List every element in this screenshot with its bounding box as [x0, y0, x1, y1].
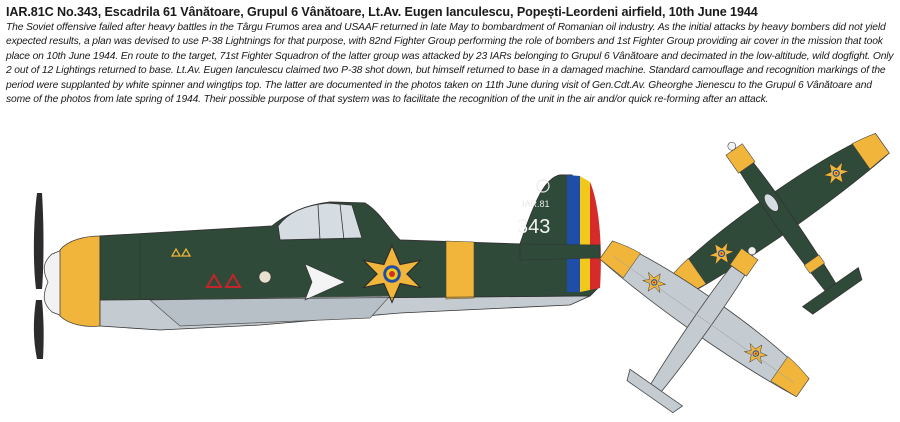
recognition-band	[446, 241, 474, 299]
top-tailplane	[803, 268, 866, 317]
tail-code: IAR.81	[522, 199, 550, 209]
side-profile-view	[34, 175, 601, 359]
spinner	[44, 250, 62, 316]
history-description: The Soviet offensive failed after heavy battles in the Târgu Frumos area and USAAF returned in late May to bombardment of Romanian oil industry. As the initial attacks by heavy bombers did not yield expected results, a plan was devised to use P-38 Lightnings for that purpose, with 82nd Fighter Group performing the role of bombers and 1st Fighter Group providing air cover in the mission that took place on 10th June 1944. En route to the target, 71st Fighter Squadron of the latter group was attacked by 23 IARs belonging to Grupul 6 Vânătoare and decimated in the low-altitude, wild dogfight. Only 2 out of 12 Lightings returned to base. Lt.Av. Eugen Ianculescu claimed two P-38 shot down, but himself returned to base in a damaged machine. Standard camouflage and recognition markings of the period were supplanted by white spinner and wingtips top. The latter are documented in the photos taken on 11th June during visit of Gen.Cdt.Av. Gheorghe Jienescu to the Grupul 6 Vânătoare and some of the photos from late spring of 1944. Their possible purpose of that system was to facilitate the recognition of the unit in the air and/or quick re-forming after an attack.	[6, 22, 894, 106]
top-view	[627, 71, 900, 368]
page-title: IAR.81C No.343, Escadrila 61 Vânătoare, Grupul 6 Vânătoare, Lt.Av. Eugen Ianculescu, Popești-Leordeni airfield, 10th June 1944	[6, 5, 758, 19]
tailplane	[520, 244, 600, 260]
personal-insignia	[259, 271, 271, 283]
wing-root	[150, 296, 390, 326]
tail-number: 343	[517, 216, 551, 238]
fin-flag-red	[590, 182, 601, 290]
fin-flag-yellow	[580, 176, 590, 292]
fin-flag-blue	[567, 175, 580, 292]
engine-cowling	[60, 236, 100, 327]
propeller	[34, 193, 44, 359]
